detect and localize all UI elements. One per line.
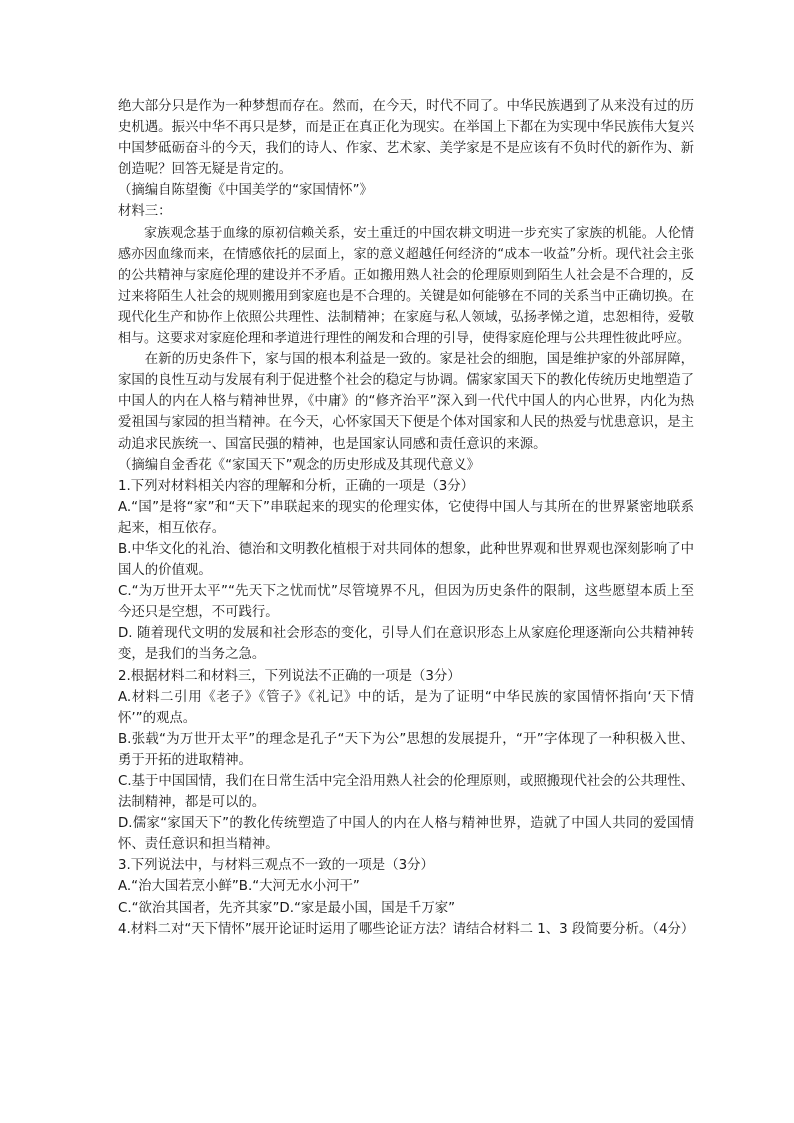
question-option: A.“国”是将“家”和“天下”串联起来的现实的伦理实体，它使得中国人与其所在的世界紧密地联系起来，相互依存。 (118, 499, 694, 536)
question-option: B.中华文化的礼治、德治和文明教化植根于对共同体的想象，此种世界观和世界观也深刻影响了中国人的价值观。 (118, 541, 694, 579)
question-option: C.基于中国国情，我们在日常生活中完全沿用熟人社会的伦理原则，或照搬现代社会的公共理性、法制精神，都是可以的。 (118, 774, 695, 811)
material3-paragraph-1: 家族观念基于血缘的原初信赖关系，安土重迁的中国农耕文明进一步充实了家族的机能。人伦情感亦因血缘而来，在情感依托的层面上，家的意义超越任何经济的“成本一收益”分析。现代社会主张的公共精神与家庭伦理的建设并不矛盾。正如搬用熟人社会的伦理原则到陌生人社会是不合理的，反过来将陌生人社会的规则搬用到家庭也是不合理的。关键是如何能够在不同的关系当中正确切换。在现代化生产和协作上依照公共理性、法制精神；在家庭与私人领域，弘扬孝悌之道，忠恕相待，爱敬相与。这要求对家庭伦理和孝道进行理性的阐发和合理的引导，使得家庭伦理与公共理性彼此呼应。 (118, 225, 694, 347)
material2-paragraph: 绝大部分只是作为一种梦想而存在。然而，在今天，时代不同了。中华民族遇到了从来没有过的历史机遇。振兴中华不再只是梦，而是正在真正化为现实。在举国上下都在为实现中华民族伟大复兴中国梦砥砺奋斗的今天，我们的诗人、作家、艺术家、美学家是不是应该有不负时代的新作为、新创造呢？回答无疑是肯定的。 (118, 99, 694, 178)
material2-source: （摘编自陈望衡《中国美学的“家国情怀”》 (118, 183, 373, 199)
exam-page (118, 96, 694, 940)
material3-paragraph-2: 在新的历史条件下，家与国的根本利益是一致的。家是社会的细胞，国是维护家的外部屏障，家国的良性互动与发展有利于促进整个社会的稳定与协调。儒家家国天下的教化传统历史地塑造了中国人的内在人格与精神世界，《中庸》的“修齐治平”深入到一代代中国人的内心世界，内化为热爱祖国与家园的担当精神。在今天，心怀家国天下便是个体对国家和人民的热爱与忧患意识，是主动追求民族统一、国富民强的精神，也是国家认同感和责任意识的来源。 (118, 352, 694, 452)
question-2 (118, 666, 694, 856)
question-option: C.“欲治其国者，先齐其家”D.“家是最小国，国是千万家” (118, 900, 456, 916)
question-stem: 4.材料二对“天下情怀”展开论证时运用了哪些论证方法？请结合材料二 1、3 段简要分析。（4分） (118, 921, 695, 937)
question-option: D. 随着现代文明的发展和社会形态的变化，引导人们在意识形态上从家庭伦理逐渐向公共精神转变，是我们的当务之急。 (118, 626, 694, 663)
question-1 (118, 476, 694, 666)
question-option: C.“为万世开太平”“先天下之忧而忧”尽管境界不凡，但因为历史条件的限制，这些愿望本质上至今还只是空想，不可践行。 (118, 584, 694, 621)
question-stem: 1.下列对材料相关内容的理解和分析，正确的一项是（3分） (118, 478, 475, 494)
question-option: A.材料二引用《老子》《管子》《礼记》中的话，是为了证明“中华民族的家国情怀指向‘天下情怀’”的观点。 (118, 689, 694, 726)
question-option: D.儒家“家国天下”的教化传统塑造了中国人的内在人格与精神世界，造就了中国人共同的爱国情怀、责任意识和担当精神。 (118, 816, 694, 853)
question-option: B.张载“为万世开太平”的理念是孔子“天下为公”思想的发展提升，“开”字体现了一种积极入世、勇于开拓的进取精神。 (118, 731, 694, 768)
material3-source: （摘编自金香花《“家国天下”观念的历史形成及其现代意义》 (118, 457, 481, 473)
question-stem: 3.下列说法中，与材料三观点不一致的一项是（3分） (118, 858, 434, 874)
question-4 (118, 919, 694, 940)
question-option: A.“治大国若烹小鲜”B.“大河无水小河干” (118, 879, 360, 895)
question-3 (118, 855, 694, 918)
material3-heading: 材料三： (118, 204, 172, 220)
question-stem: 2.根据材料二和材料三，下列说法不正确的一项是（3分） (118, 668, 461, 684)
